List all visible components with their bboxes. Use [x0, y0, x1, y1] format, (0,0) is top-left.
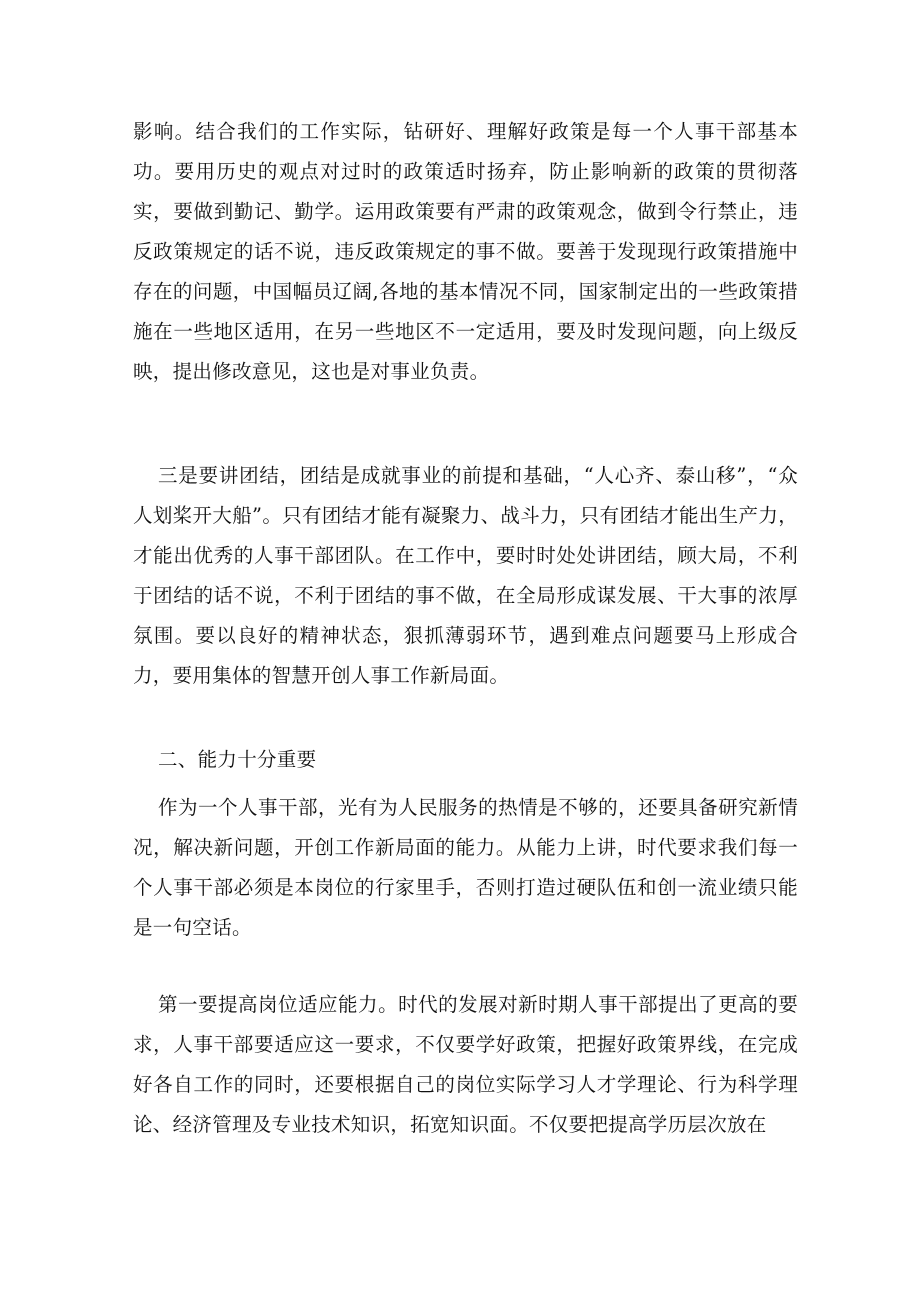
paragraph-job-adaptability: 第一要提高岗位适应能力。时代的发展对新时期人事干部提出了更高的要求，人事干部要适应这一要求，不仅要学好政策，把握好政策界线，在完成好各自工作的同时，还要根据自己的岗位实际学习人才学理论、行为科学理论、经济管理及专业技术知识，拓宽知识面。不仅要把提高学历层次放在 — [133, 993, 798, 1136]
section-heading-ability: 二、能力十分重要 — [158, 748, 317, 771]
paragraph-unity: 三是要讲团结，团结是成就事业的前提和基础，“人心齐、泰山移”，“众人划桨开大船”。只有团结才能有凝聚力、战斗力，只有团结才能出生产力，才能出优秀的人事干部团队。在工作中，要时时处处讲团结，顾大局，不利于团结的话不说，不利于团结的事不做，在全局形成谋发展、干大事的浓厚氛围。要以良好的精神状态，狠抓薄弱环节，遇到难点问题要马上形成合力，要用集体的智慧开创人事工作新局面。 — [133, 464, 798, 687]
paragraph-ability-intro: 作为一个人事干部，光有为人民服务的热情是不够的，还要具备研究新情况，解决新问题，开创工作新局面的能力。从能力上讲，时代要求我们每一个人事干部必须是本岗位的行家里手，否则打造过硬队伍和创一流业绩只能是一句空话。 — [133, 796, 798, 939]
paragraph-policy-continued: 影响。结合我们的工作实际，钻研好、理解好政策是每一个人事干部基本功。要用历史的观点对过时的政策适时扬弃，防止影响新的政策的贯彻落实，要做到勤记、勤学。运用政策要有严肃的政策观念，做到令行禁止，违反政策规定的话不说，违反政策规定的事不做。要善于发现现行政策措施中存在的问题，中国幅员辽阔,各地的基本情况不同，国家制定出的一些政策措施在一些地区适用，在另一些地区不一定适用，要及时发现问题，向上级反映，提出修改意见，这也是对事业负责。 — [133, 120, 798, 383]
